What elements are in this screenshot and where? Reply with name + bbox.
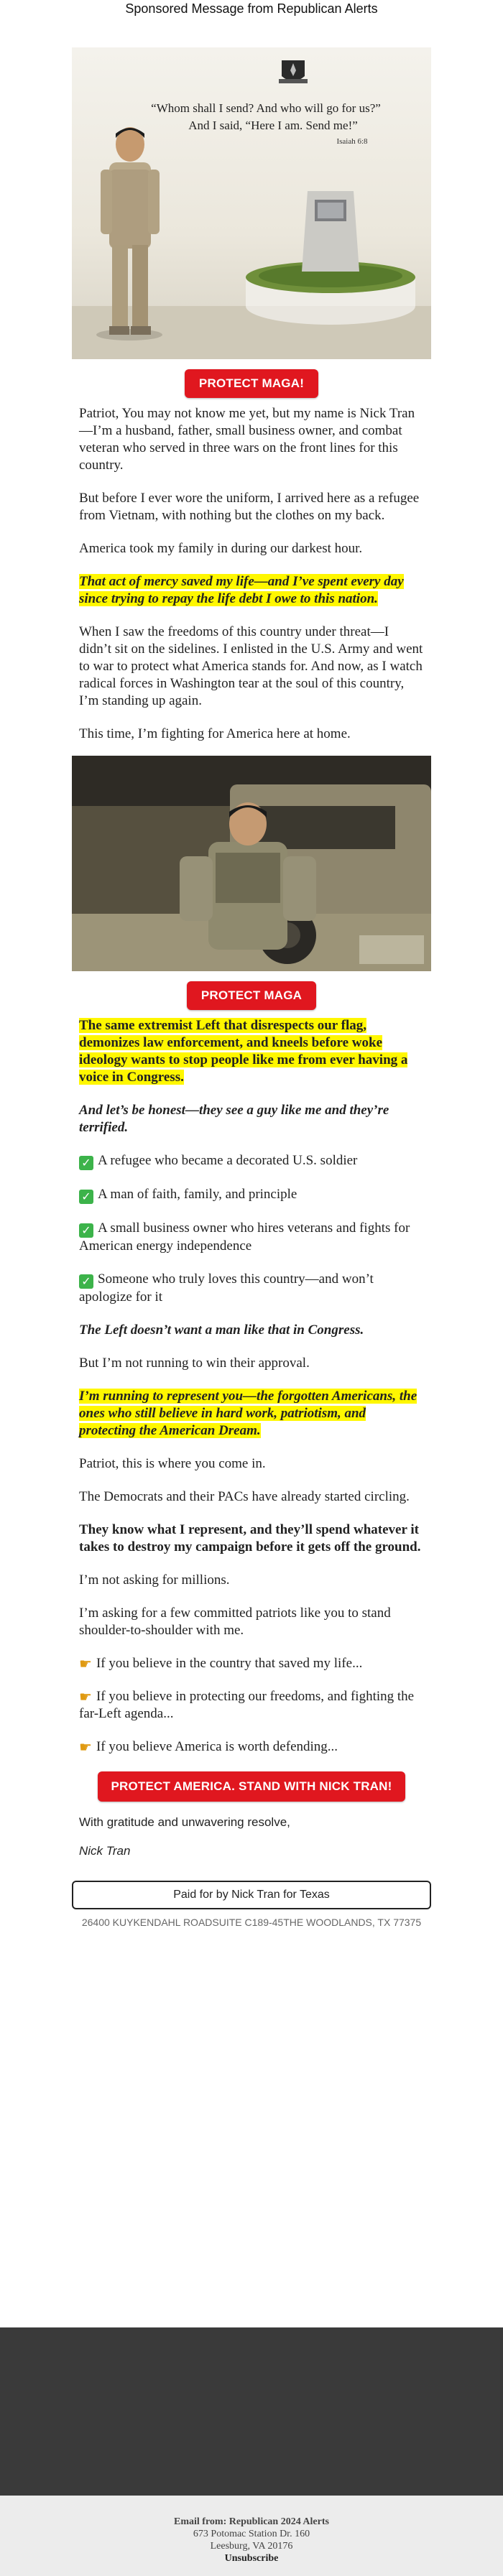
unsubscribe-link[interactable]: Unsubscribe <box>224 2553 279 2564</box>
footer-from: Email from: Republican 2024 Alerts <box>174 2516 329 2527</box>
check-icon: ✓ <box>79 1156 93 1170</box>
check-item-label: A refugee who became a decorated U.S. soldier <box>98 1153 358 1168</box>
check-icon: ✓ <box>79 1190 93 1204</box>
soldier-vehicle-illustration <box>72 756 431 971</box>
highlight-paragraph <box>79 1388 424 1440</box>
footer-address-2: Leesburg, VA 20176 <box>210 2541 293 2552</box>
hand-item <box>79 1738 424 1756</box>
hand-item-label: If you believe in the country that saved my life... <box>96 1656 363 1671</box>
protect-america-button[interactable]: PROTECT AMERICA. STAND WITH NICK TRAN! <box>98 1771 405 1802</box>
pointing-hand-icon: ☛ <box>79 1688 92 1705</box>
sponsored-header: Sponsored Message from Republican Alerts <box>125 1 378 16</box>
check-item-label: A small business owner who hires veterans and fights for American energy independence <box>79 1220 410 1254</box>
check-item-label: A man of faith, family, and principle <box>98 1187 297 1202</box>
highlight-text: That act of mercy saved my life—and I’ve spent every day since trying to repay the life debt I owe to this nation. <box>79 574 404 606</box>
hand-item-label: If you believe America is worth defending... <box>96 1739 338 1754</box>
hand-item-label: If you believe in protecting our freedoms, and fighting the far-Left agenda... <box>79 1689 415 1721</box>
check-icon: ✓ <box>79 1274 93 1289</box>
body-paragraph: The Democrats and their PACs have already started circling. <box>79 1489 410 1504</box>
closing-line: With gratitude and unwavering resolve, <box>79 1815 290 1829</box>
email-container <box>72 47 431 1859</box>
hero-image-soldier-vehicle <box>72 756 431 971</box>
body-paragraph: America took my family in during our darkest hour. <box>79 541 363 556</box>
highlight-paragraph <box>79 1017 424 1086</box>
quote-citation: Isaiah 6:8 <box>336 137 368 146</box>
hand-item <box>79 1688 424 1723</box>
body-paragraph: Patriot, this is where you come in. <box>79 1456 266 1471</box>
email-body <box>79 405 424 743</box>
body-paragraph: This time, I’m fighting for America here at home. <box>79 726 351 741</box>
email-body-2 <box>79 1017 424 1756</box>
hero-image-soldier-memorial <box>72 47 431 359</box>
hand-item <box>79 1655 424 1672</box>
check-item-label: Someone who truly loves this country—and won’t apologize for it <box>79 1271 374 1305</box>
body-paragraph: But I’m not running to win their approval. <box>79 1356 310 1371</box>
body-paragraph: I’m asking for a few committed patriots like you to stand shoulder-to-shoulder with me. <box>79 1606 391 1638</box>
hero-illustration <box>72 47 431 359</box>
check-icon: ✓ <box>79 1223 93 1238</box>
signoff <box>79 1815 424 1859</box>
pointing-hand-icon: ☛ <box>79 1655 92 1672</box>
protect-maga-button-2[interactable]: PROTECT MAGA <box>187 981 316 1010</box>
body-paragraph: But before I ever wore the uniform, I arrived here as a refugee from Vietnam, with nothing but the clothes on my back. <box>79 491 420 523</box>
body-paragraph: And let’s be honest—they see a guy like me and they’re terrified. <box>79 1103 389 1135</box>
quote-line-2: And I said, “Here I am. Send me!” <box>188 119 358 132</box>
campaign-address: 26400 KUYKENDAHL ROADSUITE C189-45THE WOODLANDS, TX 77375 <box>81 1917 422 1928</box>
email-footer <box>0 2496 503 2576</box>
body-paragraph: When I saw the freedoms of this country under threat—I didn’t sit on the sidelines. I enlisted in the U.S. Army and went to war to protect what America stands for. And now, as I watch radical forces in Washington tear at the soul of this country, I’m standing up again. <box>79 624 423 708</box>
highlight-text: I’m running to represent you—the forgotten Americans, the ones who still believe in hard work, patriotism, and protecting the American Dream. <box>79 1389 417 1438</box>
body-paragraph: Patriot, You may not know me yet, but my name is Nick Tran—I’m a husband, father, small business owner, and combat veteran who served in three wars on the front lines for this country. <box>79 406 415 473</box>
check-item <box>79 1186 424 1204</box>
pointing-hand-icon: ☛ <box>79 1738 92 1756</box>
highlight-text: The same extremist Left that disrespects our flag, demonizes law enforcement, and kneels before woke ideology wants to stop people like me from ever having a voice in Congress. <box>79 1018 408 1085</box>
footer-address-1: 673 Potomac Station Dr. 160 <box>193 2529 310 2539</box>
quote-line-1: “Whom shall I send? And who will go for us?” <box>151 101 381 115</box>
protect-maga-button-1[interactable]: PROTECT MAGA! <box>185 369 318 398</box>
check-item <box>79 1152 424 1170</box>
highlight-paragraph <box>79 573 424 608</box>
signature: Nick Tran <box>79 1844 131 1858</box>
check-item <box>79 1271 424 1306</box>
body-paragraph: I’m not asking for millions. <box>79 1572 230 1588</box>
check-item <box>79 1220 424 1255</box>
crest-icon <box>279 60 308 83</box>
body-paragraph: They know what I represent, and they’ll spend whatever it takes to destroy my campaign before it gets off the ground. <box>79 1522 421 1555</box>
paid-for-disclaimer: Paid for by Nick Tran for Texas <box>72 1881 431 1909</box>
body-paragraph: The Left doesn’t want a man like that in Congress. <box>79 1322 364 1338</box>
